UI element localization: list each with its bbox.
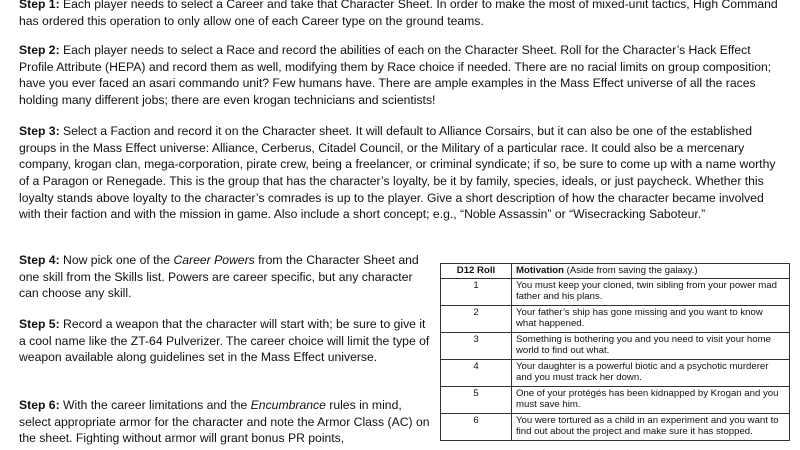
table-row: [441, 279, 790, 306]
step-4-label: Step 4:: [19, 253, 60, 268]
step-6-emphasis: Encumbrance: [250, 398, 326, 413]
motivation-cell: You must keep your cloned, twin sibling from your power mad father and his plans.: [512, 279, 790, 306]
table-header-row: [441, 264, 790, 279]
col-header-motivation-label: Motivation: [516, 265, 564, 276]
table-row: [441, 414, 790, 441]
step-1-paragraph: [19, 0, 781, 29]
step-3-label: Step 3:: [19, 124, 60, 139]
roll-cell: 1: [441, 279, 512, 306]
step-4-paragraph: [19, 252, 434, 302]
roll-cell: 6: [441, 414, 512, 441]
step-1-text: Each player needs to select a Career and take that Character Sheet. In order to make the most of mixed-unit tactics, High Command has ordered this operation to only allow one of each Career type on the ground teams.: [19, 0, 778, 28]
table-row: [441, 387, 790, 414]
step-5-paragraph: [19, 316, 434, 366]
table-row: [441, 360, 790, 387]
table-row: [441, 333, 790, 360]
step-4-text-b: from the Character Sheet and one skill from the Skills list. Powers are career specific, but any character can choose any skill.: [19, 253, 419, 301]
motivation-cell: Something is bothering you and you need to visit your home world to find out what.: [512, 333, 790, 360]
step-5-text: Record a weapon that the character will start with; be sure to give it a cool name like the ZT-64 Pulverizer. The career choice will limit the type of weapon available along guidelines set in the Mass Effect universe.: [19, 317, 430, 365]
roll-cell: 3: [441, 333, 512, 360]
step-3-paragraph: [19, 123, 781, 223]
step-5-label: Step 5:: [19, 317, 60, 332]
roll-cell: 4: [441, 360, 512, 387]
col-header-roll: D12 Roll: [441, 264, 512, 279]
col-header-motivation-aside: (Aside from saving the galaxy.): [563, 265, 698, 276]
step-6-paragraph: [19, 397, 434, 447]
motivation-table: [440, 263, 790, 441]
roll-cell: 5: [441, 387, 512, 414]
motivation-cell: You were tortured as a child in an experiment and you want to find out about the project and make sure it has stopped.: [512, 414, 790, 441]
motivation-cell: Your father’s ship has gone missing and you want to know what happened.: [512, 306, 790, 333]
step-1-label: Step 1:: [19, 0, 60, 12]
col-header-motivation: [512, 264, 790, 279]
step-4-text-a: Now pick one of the: [59, 253, 174, 268]
step-6-text-a: With the career limitations and the: [59, 398, 251, 413]
roll-cell: 2: [441, 306, 512, 333]
step-4-emphasis: Career Powers: [173, 253, 255, 268]
motivation-cell: Your daughter is a powerful biotic and a psychotic murderer and you must track her down.: [512, 360, 790, 387]
step-6-label: Step 6:: [19, 398, 60, 413]
step-3-text: Select a Faction and record it on the Character sheet. It will default to Alliance Corsairs, but it can also be one of the established groups in the Mass Effect universe: Alliance, Cerberus, Citadel Council, or the Military of a particular race. It could also be a mercenary company, krogan clan, mega-corporation, pirate crew, being a freelancer, or criminal syndicate; if so, be sure to come up with a name worthy of a Paragon or Renegade. This is the group that has the character’s loyalty, be it by family, species, ideals, or just paycheck. Whether this loyalty stands above loyalty to the character’s comrades is up to the player. Give a short description of how the character became involved with their faction and with the mission in game. Also include a short concept; e.g., “Noble Assassin” or “Wisecracking Saboteur.”: [19, 124, 776, 222]
step-2-paragraph: [19, 42, 781, 108]
table-row: [441, 306, 790, 333]
step-6-text-b: rules in mind, select appropriate armor for the character and note the Armor Class (AC) on the sheet. Fighting without armor will grant bonus PR points,: [19, 398, 430, 446]
step-2-label: Step 2:: [19, 43, 60, 58]
step-2-text: Each player needs to select a Race and record the abilities of each on the Character Sheet. Roll for the Character’s Hack Effect Profile Attribute (HEPA) and record them as well, modifying them by Race choice if needed. There are no racial limits on group composition; have you ever faced an asari commando unit? Few humans have. There are ample examples in the Mass Effect universe of all the races holding many different jobs; there are even krogan technicians and scientists!: [19, 43, 772, 107]
motivation-cell: One of your protégés has been kidnapped by Krogan and you must save him.: [512, 387, 790, 414]
